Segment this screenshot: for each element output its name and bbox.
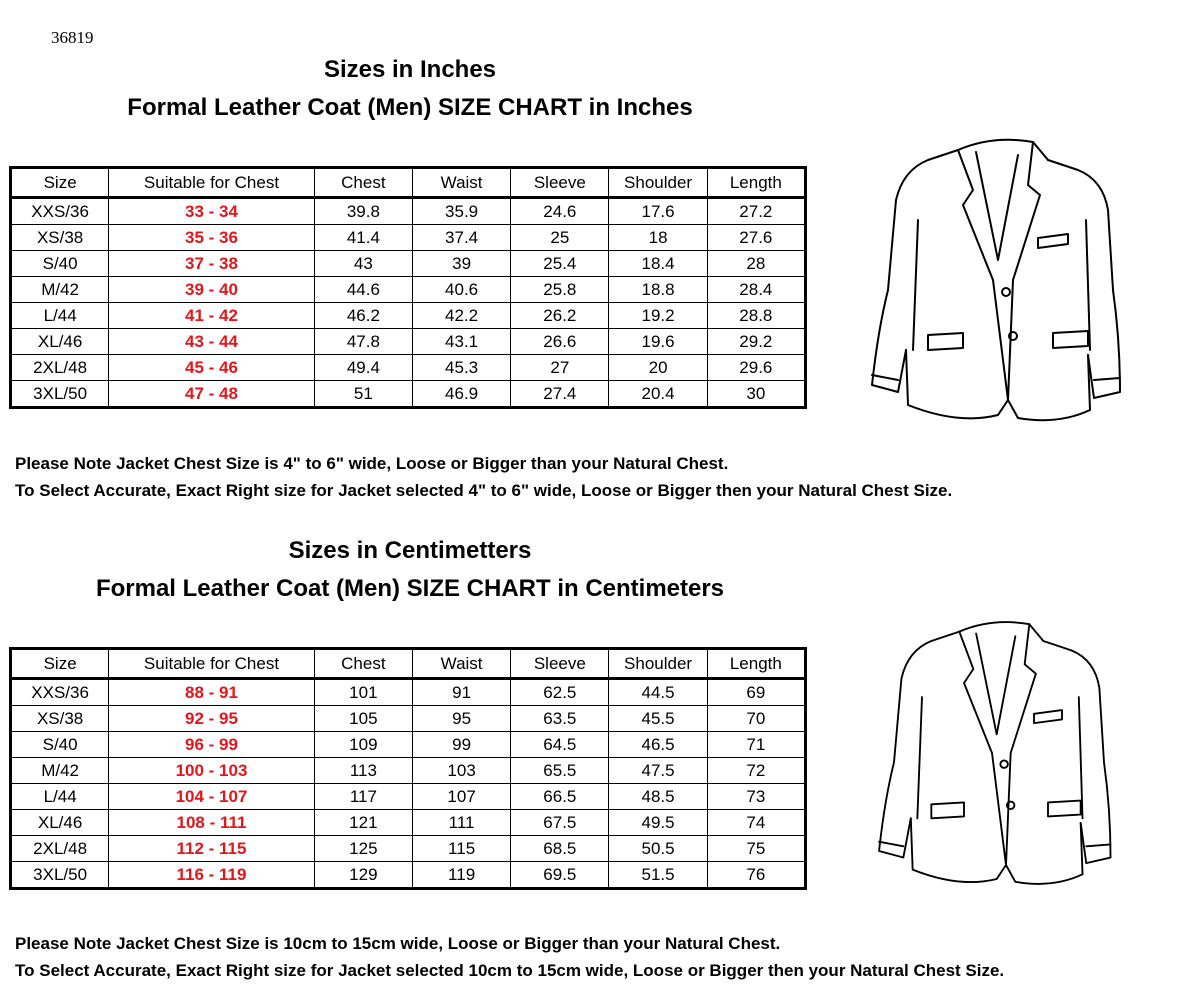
table-header-row bbox=[11, 649, 806, 679]
measurement-cell: 62.5 bbox=[511, 679, 609, 706]
table-row bbox=[11, 381, 806, 408]
measurement-cell: 113 bbox=[314, 758, 412, 784]
table-row bbox=[11, 706, 806, 732]
size-cell: S/40 bbox=[11, 732, 109, 758]
measurement-cell: 63.5 bbox=[511, 706, 609, 732]
chest-range-cell: 112 - 115 bbox=[109, 836, 315, 862]
measurement-cell: 24.6 bbox=[511, 198, 609, 225]
measurement-cell: 25 bbox=[511, 225, 609, 251]
chest-range-cell: 47 - 48 bbox=[109, 381, 315, 408]
measurement-cell: 19.6 bbox=[609, 329, 707, 355]
measurement-cell: 91 bbox=[412, 679, 510, 706]
chest-range-cell: 88 - 91 bbox=[109, 679, 315, 706]
size-cell: L/44 bbox=[11, 303, 109, 329]
chest-range-cell: 41 - 42 bbox=[109, 303, 315, 329]
chest-range-cell: 100 - 103 bbox=[109, 758, 315, 784]
measurement-cell: 39 bbox=[412, 251, 510, 277]
jacket-illustration-icon bbox=[858, 130, 1128, 430]
size-cell: 2XL/48 bbox=[11, 355, 109, 381]
measurement-cell: 64.5 bbox=[511, 732, 609, 758]
column-header: Chest bbox=[314, 649, 412, 679]
measurement-cell: 30 bbox=[707, 381, 805, 408]
chest-range-cell: 92 - 95 bbox=[109, 706, 315, 732]
inches-subheading: Formal Leather Coat (Men) SIZE CHART in Inches bbox=[127, 94, 693, 121]
measurement-cell: 109 bbox=[314, 732, 412, 758]
chest-range-cell: 104 - 107 bbox=[109, 784, 315, 810]
table-row bbox=[11, 198, 806, 225]
measurement-cell: 44.5 bbox=[609, 679, 707, 706]
measurement-cell: 35.9 bbox=[412, 198, 510, 225]
measurement-cell: 20 bbox=[609, 355, 707, 381]
chest-range-cell: 116 - 119 bbox=[109, 862, 315, 889]
size-cell: 3XL/50 bbox=[11, 862, 109, 889]
table-row bbox=[11, 784, 806, 810]
table-row bbox=[11, 862, 806, 889]
measurement-cell: 25.4 bbox=[511, 251, 609, 277]
inches-note-2: To Select Accurate, Exact Right size for Jacket selected 4" to 6" wide, Loose or Bigger then your Natural Chest Size. bbox=[15, 481, 953, 500]
measurement-cell: 48.5 bbox=[609, 784, 707, 810]
size-cell: XS/38 bbox=[11, 706, 109, 732]
measurement-cell: 40.6 bbox=[412, 277, 510, 303]
measurement-cell: 26.6 bbox=[511, 329, 609, 355]
measurement-cell: 103 bbox=[412, 758, 510, 784]
measurement-cell: 27.4 bbox=[511, 381, 609, 408]
column-header: Suitable for Chest bbox=[109, 168, 315, 198]
measurement-cell: 45.5 bbox=[609, 706, 707, 732]
measurement-cell: 119 bbox=[412, 862, 510, 889]
table-row bbox=[11, 758, 806, 784]
measurement-cell: 19.2 bbox=[609, 303, 707, 329]
table-row bbox=[11, 732, 806, 758]
measurement-cell: 65.5 bbox=[511, 758, 609, 784]
cm-note-1: Please Note Jacket Chest Size is 10cm to 15cm wide, Loose or Bigger than your Natural Chest. bbox=[15, 934, 781, 953]
chest-range-cell: 43 - 44 bbox=[109, 329, 315, 355]
measurement-cell: 129 bbox=[314, 862, 412, 889]
measurement-cell: 29.2 bbox=[707, 329, 805, 355]
measurement-cell: 27.6 bbox=[707, 225, 805, 251]
chest-range-cell: 39 - 40 bbox=[109, 277, 315, 303]
measurement-cell: 51 bbox=[314, 381, 412, 408]
measurement-cell: 75 bbox=[707, 836, 805, 862]
measurement-cell: 51.5 bbox=[609, 862, 707, 889]
measurement-cell: 107 bbox=[412, 784, 510, 810]
size-cell: XXS/36 bbox=[11, 679, 109, 706]
measurement-cell: 67.5 bbox=[511, 810, 609, 836]
cm-table-body bbox=[11, 679, 806, 889]
size-cell: 3XL/50 bbox=[11, 381, 109, 408]
measurement-cell: 117 bbox=[314, 784, 412, 810]
measurement-cell: 18 bbox=[609, 225, 707, 251]
measurement-cell: 101 bbox=[314, 679, 412, 706]
measurement-cell: 46.5 bbox=[609, 732, 707, 758]
measurement-cell: 42.2 bbox=[412, 303, 510, 329]
measurement-cell: 121 bbox=[314, 810, 412, 836]
measurement-cell: 41.4 bbox=[314, 225, 412, 251]
measurement-cell: 43.1 bbox=[412, 329, 510, 355]
measurement-cell: 27 bbox=[511, 355, 609, 381]
measurement-cell: 18.4 bbox=[609, 251, 707, 277]
measurement-cell: 26.2 bbox=[511, 303, 609, 329]
measurement-cell: 69.5 bbox=[511, 862, 609, 889]
column-header: Waist bbox=[412, 649, 510, 679]
chest-range-cell: 45 - 46 bbox=[109, 355, 315, 381]
table-row bbox=[11, 810, 806, 836]
measurement-cell: 50.5 bbox=[609, 836, 707, 862]
jacket-illustration-icon bbox=[852, 613, 1132, 893]
size-cell: S/40 bbox=[11, 251, 109, 277]
measurement-cell: 66.5 bbox=[511, 784, 609, 810]
measurement-cell: 27.2 bbox=[707, 198, 805, 225]
measurement-cell: 111 bbox=[412, 810, 510, 836]
cm-subheading: Formal Leather Coat (Men) SIZE CHART in Centimeters bbox=[95, 575, 725, 602]
product-code: 36819 bbox=[51, 28, 94, 47]
measurement-cell: 105 bbox=[314, 706, 412, 732]
column-header: Sleeve bbox=[511, 649, 609, 679]
measurement-cell: 70 bbox=[707, 706, 805, 732]
measurement-cell: 49.4 bbox=[314, 355, 412, 381]
inches-table-body bbox=[11, 198, 806, 408]
column-header: Length bbox=[707, 168, 805, 198]
cm-heading: Sizes in Centimetters bbox=[288, 537, 532, 564]
measurement-cell: 69 bbox=[707, 679, 805, 706]
measurement-cell: 99 bbox=[412, 732, 510, 758]
size-cell: XL/46 bbox=[11, 810, 109, 836]
measurement-cell: 28.8 bbox=[707, 303, 805, 329]
inches-size-table bbox=[9, 166, 807, 409]
measurement-cell: 17.6 bbox=[609, 198, 707, 225]
table-header-row bbox=[11, 168, 806, 198]
measurement-cell: 115 bbox=[412, 836, 510, 862]
inches-note-1: Please Note Jacket Chest Size is 4" to 6" wide, Loose or Bigger than your Natural Chest. bbox=[15, 454, 729, 473]
table-row bbox=[11, 836, 806, 862]
table-row bbox=[11, 251, 806, 277]
column-header: Shoulder bbox=[609, 168, 707, 198]
measurement-cell: 46.9 bbox=[412, 381, 510, 408]
measurement-cell: 47.5 bbox=[609, 758, 707, 784]
table-row bbox=[11, 225, 806, 251]
measurement-cell: 43 bbox=[314, 251, 412, 277]
table-row bbox=[11, 277, 806, 303]
measurement-cell: 46.2 bbox=[314, 303, 412, 329]
table-row bbox=[11, 303, 806, 329]
measurement-cell: 68.5 bbox=[511, 836, 609, 862]
column-header: Size bbox=[11, 168, 109, 198]
measurement-cell: 45.3 bbox=[412, 355, 510, 381]
chest-range-cell: 96 - 99 bbox=[109, 732, 315, 758]
measurement-cell: 73 bbox=[707, 784, 805, 810]
measurement-cell: 44.6 bbox=[314, 277, 412, 303]
chest-range-cell: 33 - 34 bbox=[109, 198, 315, 225]
table-row bbox=[11, 355, 806, 381]
size-cell: L/44 bbox=[11, 784, 109, 810]
size-cell: XS/38 bbox=[11, 225, 109, 251]
measurement-cell: 95 bbox=[412, 706, 510, 732]
measurement-cell: 47.8 bbox=[314, 329, 412, 355]
size-cell: M/42 bbox=[11, 758, 109, 784]
chest-range-cell: 108 - 111 bbox=[109, 810, 315, 836]
chest-range-cell: 37 - 38 bbox=[109, 251, 315, 277]
measurement-cell: 28 bbox=[707, 251, 805, 277]
measurement-cell: 39.8 bbox=[314, 198, 412, 225]
chest-range-cell: 35 - 36 bbox=[109, 225, 315, 251]
measurement-cell: 37.4 bbox=[412, 225, 510, 251]
table-row bbox=[11, 679, 806, 706]
measurement-cell: 18.8 bbox=[609, 277, 707, 303]
measurement-cell: 25.8 bbox=[511, 277, 609, 303]
size-cell: 2XL/48 bbox=[11, 836, 109, 862]
column-header: Chest bbox=[314, 168, 412, 198]
measurement-cell: 74 bbox=[707, 810, 805, 836]
cm-size-table bbox=[9, 647, 807, 890]
measurement-cell: 28.4 bbox=[707, 277, 805, 303]
measurement-cell: 20.4 bbox=[609, 381, 707, 408]
cm-note-2: To Select Accurate, Exact Right size for Jacket selected 10cm to 15cm wide, Loose or Bigger then your Natural Chest Size. bbox=[15, 961, 1005, 980]
measurement-cell: 72 bbox=[707, 758, 805, 784]
measurement-cell: 76 bbox=[707, 862, 805, 889]
measurement-cell: 125 bbox=[314, 836, 412, 862]
column-header: Shoulder bbox=[609, 649, 707, 679]
column-header: Length bbox=[707, 649, 805, 679]
column-header: Suitable for Chest bbox=[109, 649, 315, 679]
measurement-cell: 71 bbox=[707, 732, 805, 758]
table-row bbox=[11, 329, 806, 355]
size-cell: M/42 bbox=[11, 277, 109, 303]
inches-heading: Sizes in Inches bbox=[323, 56, 497, 83]
column-header: Sleeve bbox=[511, 168, 609, 198]
measurement-cell: 29.6 bbox=[707, 355, 805, 381]
measurement-cell: 49.5 bbox=[609, 810, 707, 836]
size-cell: XL/46 bbox=[11, 329, 109, 355]
column-header: Waist bbox=[412, 168, 510, 198]
size-cell: XXS/36 bbox=[11, 198, 109, 225]
column-header: Size bbox=[11, 649, 109, 679]
